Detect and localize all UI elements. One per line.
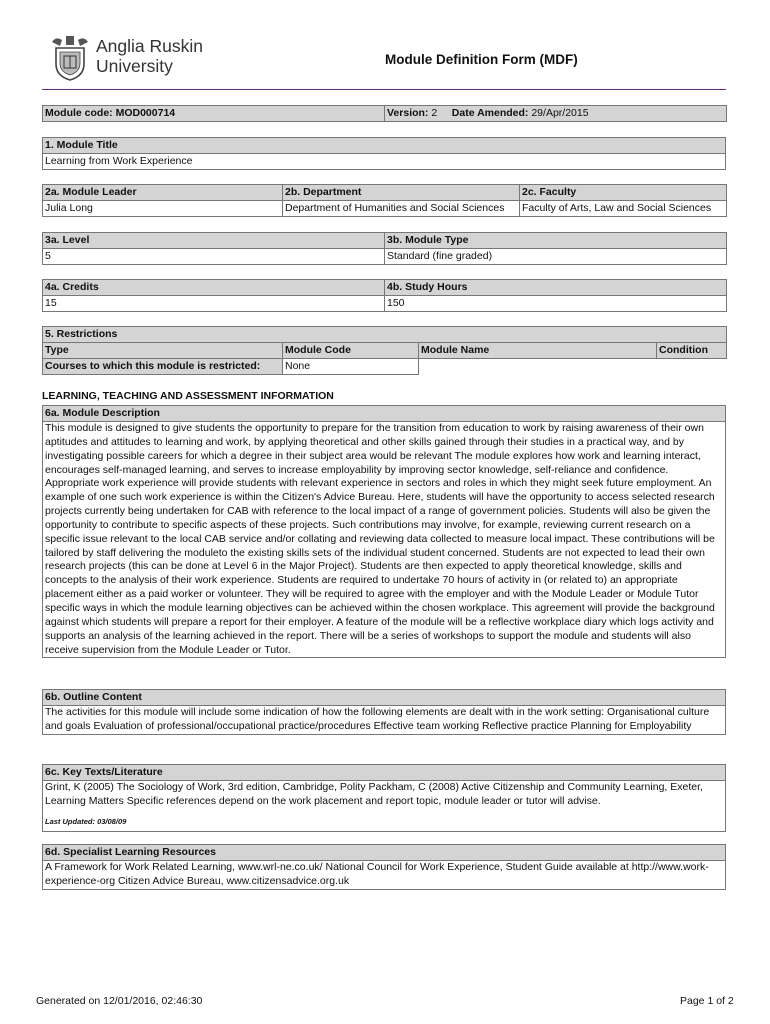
restrictions-row-value: None xyxy=(283,359,419,375)
restrictions-col-type: Type xyxy=(43,343,283,359)
module-code: Module code: MOD000714 xyxy=(43,106,385,122)
module-type-value: Standard (fine graded) xyxy=(385,249,727,265)
last-updated: Last Updated: 03/08/09 xyxy=(45,816,127,826)
restrictions-row-label: Courses to which this module is restricted: xyxy=(43,359,283,375)
outline-text: The activities for this module will include some indication of how the following elements are dealt with in the work setting: Organisational culture and goals Evaluation of professional/occupational practice/procedures Effective team working Reflective practice Planning for Employability xyxy=(43,706,726,735)
module-code-table xyxy=(42,105,727,122)
department-value: Department of Humanities and Social Sciences xyxy=(283,201,520,217)
date-amended-label: Date Amended: xyxy=(451,107,529,119)
date-amended-value: 29/Apr/2015 xyxy=(531,107,589,119)
version-label: Version: xyxy=(387,107,429,119)
logo-line-1: Anglia Ruskin xyxy=(96,36,203,56)
study-hours-value: 150 xyxy=(385,296,727,312)
generated-timestamp: Generated on 12/01/2016, 02:46:30 xyxy=(36,995,203,1007)
restrictions-empty-cell xyxy=(657,359,727,375)
restrictions-empty-cell xyxy=(419,359,657,375)
module-title-table xyxy=(42,137,726,170)
leader-table xyxy=(42,184,727,217)
level-value: 5 xyxy=(43,249,385,265)
ltai-heading: LEARNING, TEACHING AND ASSESSMENT INFORMATION xyxy=(42,390,334,402)
outline-heading: 6b. Outline Content xyxy=(43,690,726,706)
faculty-value: Faculty of Arts, Law and Social Sciences xyxy=(520,201,727,217)
university-logo xyxy=(50,34,210,84)
restrictions-col-name: Module Name xyxy=(419,343,657,359)
version-cell xyxy=(385,106,727,122)
module-title-value: Learning from Work Experience xyxy=(43,154,726,170)
restrictions-heading: 5. Restrictions xyxy=(43,327,727,343)
level-table xyxy=(42,232,727,265)
crest-icon xyxy=(50,34,90,82)
key-texts-cell xyxy=(43,781,726,832)
resources-heading: 6d. Specialist Learning Resources xyxy=(43,845,726,861)
credits-heading: 4a. Credits xyxy=(43,280,385,296)
page-number: Page 1 of 2 xyxy=(680,995,734,1007)
document-title: Module Definition Form (MDF) xyxy=(385,52,578,67)
outline-table xyxy=(42,689,726,735)
page-header xyxy=(0,0,770,100)
header-rule xyxy=(42,89,726,90)
key-texts-text: Grint, K (2005) The Sociology of Work, 3rd edition, Cambridge, Polity Packham, C (2008) Active Citizenship and Community Learning, Exeter, Learning Matters Specific references depend on the work placement and report topic, module leader or tutor will advise. xyxy=(45,781,703,807)
department-heading: 2b. Department xyxy=(283,185,520,201)
restrictions-table xyxy=(42,326,727,375)
key-texts-table xyxy=(42,764,726,832)
description-heading: 6a. Module Description xyxy=(43,406,726,422)
module-type-heading: 3b. Module Type xyxy=(385,233,727,249)
description-table xyxy=(42,405,726,658)
faculty-heading: 2c. Faculty xyxy=(520,185,727,201)
key-texts-heading: 6c. Key Texts/Literature xyxy=(43,765,726,781)
restrictions-col-condition: Condition xyxy=(657,343,727,359)
resources-table xyxy=(42,844,726,890)
credits-value: 15 xyxy=(43,296,385,312)
module-leader-value: Julia Long xyxy=(43,201,283,217)
restrictions-col-code: Module Code xyxy=(283,343,419,359)
logo-line-2: University xyxy=(96,56,173,76)
description-text: This module is designed to give students the opportunity to prepare for the transition from education to work by raising awareness of their own aptitudes and attitudes to learning and work, by applying theoretical and other skills gained through their studies in a practical way, and by investigating possible careers for which a degree in their subject area would be relevant The module explores how work and learning interact, encourages self-managed learning, and serves to increase employability by improving sector knowledge, self-reliance and confidence. Appropriate work experience will provide students with relevant experience in sectors and roles in which they might seek future employment. An example of one such work experience is within the Citizen's Advice Bureau. Here, students will have the opportunity to access selected research projects currently being undertaken for CAB with reference to the local impact of a range of government policies. Students will also be given the opportunity to contribute to specific aspects of these projects. Such contributions may involve, for example, reviewing current research on a specific issue relevant to the local CAB service and/or collating and reviewing data collected to measure local impact. These contributions will be tailored by staff delivering the moduleto the existing skills sets of the individual student concerned. Students are not expected to lead their own research projects (this can be done at Level 6 in the Major Project). Students are then expected to apply theoretical knowledge, skills and concepts to the analysis of their work experience. Students are required to undertake 70 hours of activity in (or related to) an appropriate placement either as a paid worker or volunteer. They will be required to agree with the employer and with the Module Leader or Module Tutor specific ways in which the module learning objectives can be achieved within the chosen workplace. This agreement will provide the background against which students will prepare a report for their employer. A feature of the module will be a reflective workplace diary which logs activity and supports an analysis of the learning achieved in the report. There will be a series of workshops to support the module and students will also receive supervision from the Module Leader or Tutor. xyxy=(43,422,726,658)
resources-text: A Framework for Work Related Learning, www.wrl-ne.co.uk/ National Council for Work Experience, Student Guide available at http://www.work-experience-org Citizen Advice Bureau, www.citizensadvice.org.uk xyxy=(43,861,726,890)
level-heading: 3a. Level xyxy=(43,233,385,249)
study-hours-heading: 4b. Study Hours xyxy=(385,280,727,296)
version-value: 2 xyxy=(431,107,438,119)
module-leader-heading: 2a. Module Leader xyxy=(43,185,283,201)
module-title-heading: 1. Module Title xyxy=(43,138,726,154)
credits-table xyxy=(42,279,727,312)
